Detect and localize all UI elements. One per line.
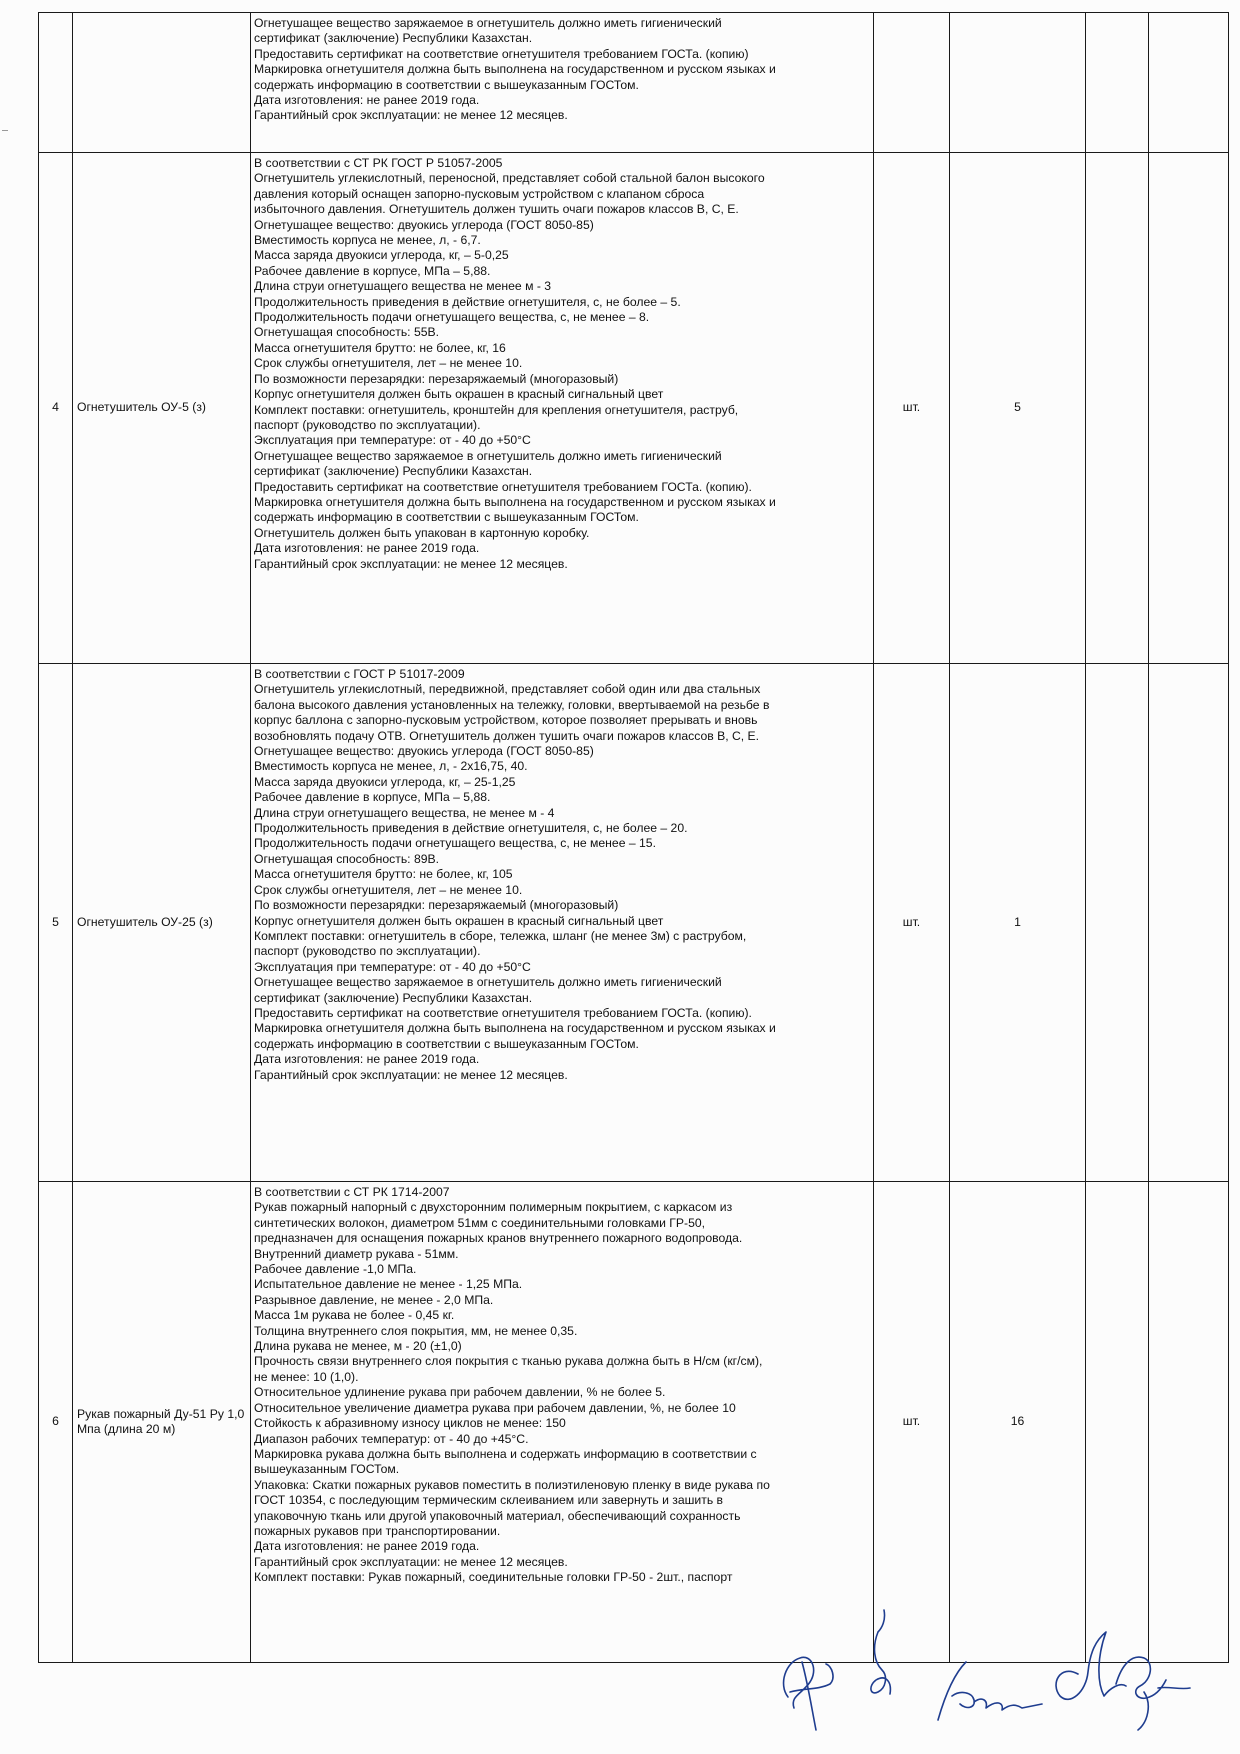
spec-line: Дата изготовления: не ранее 2019 года. [254,1539,480,1554]
spec-line: Длина струи огнетушащего вещества не менее м - 3 [254,279,552,294]
spec-line: ГОСТ 10354, с последующим термическим склеиванием или завернуть и зашить в [254,1493,724,1508]
spec-line: Гарантийный срок эксплуатации: не менее 12 месяцев. [254,1554,568,1569]
spec-line: Огнетушащее вещество заряжаемое в огнетушитель должно иметь гигиенический [254,975,722,990]
spec-line: балона высокого давления установленных на тележку, головки, ввертываемой на резьбе в [254,697,770,712]
signature-1 [784,1657,833,1730]
item-name [73,13,251,153]
spec-line: В соответствии с СТ РК 1714-2007 [254,1185,450,1199]
spec-line: не менее: 10 (1,0). [254,1369,359,1384]
spec-line: Дата изготовления: не ранее 2019 года. [254,93,480,108]
spec-line: Огнетушитель должен быть упакован в картонную коробку. [254,525,590,540]
spec-line: Упаковка: Скатки пожарных рукавов поместить в полиэтиленовую пленку в виде рукава по [254,1477,770,1492]
table-row-item-5 [39,664,1229,1182]
row-number: 5 [39,664,73,1182]
empty-cell [1149,664,1229,1182]
item-name: Огнетушитель ОУ-25 (з) [73,664,251,1182]
spec-line: Масса 1м рукава не более - 0,45 кг. [254,1308,455,1323]
table-row-item-6 [39,1182,1229,1663]
empty-cell [1086,664,1149,1182]
spec-line: возобновлять подачу ОТВ. Огнетушитель должен тушить очаги пожаров классов В, С, Е. [254,728,760,743]
item-specification [251,1182,874,1663]
signature-4 [1056,1632,1190,1730]
spec-line: Огнетушитель углекислотный, переносной, представляет собой стальной балон высокого [254,171,765,186]
spec-line: Огнетушащее вещество: двуокись углерода (ГОСТ 8050-85) [254,217,594,232]
spec-line: Длина струи огнетушащего вещества, не менее м - 4 [254,805,555,820]
spec-line: Срок службы огнетушителя, лет – не менее 10. [254,882,523,897]
spec-line: Маркировка огнетушителя должна быть выполнена на государственном и русском языках и [254,494,776,509]
item-specification [251,153,874,664]
spec-line: вышеуказанным ГОСТом. [254,1462,400,1477]
signature-2 [871,1610,890,1694]
spec-line: Эксплуатация при температуре: от - 40 до +50°С [254,433,531,448]
spec-line: сертификат (заключение) Республики Казахстан. [254,464,533,479]
spec-line: Дата изготовления: не ранее 2019 года. [254,541,480,556]
spec-line: Комплект поставки: Рукав пожарный, соединительные головки ГР-50 - 2шт., паспорт [254,1570,733,1585]
spec-line: Диапазон рабочих температур: от - 40 до +45°С. [254,1431,529,1446]
table-row-item-4 [39,153,1229,664]
specification-table [38,12,1229,1663]
signature-3 [938,1662,1042,1720]
spec-line: Огнетушащее вещество заряжаемое в огнетушитель должно иметь гигиенический [254,16,722,30]
spec-line: По возможности перезарядки: перезаряжаемый (многоразовый) [254,371,619,386]
spec-line: Длина рукава не менее, м - 20 (±1,0) [254,1339,462,1354]
spec-line: Гарантийный срок эксплуатации: не менее 12 месяцев. [254,556,568,571]
spec-line: упаковочную ткань или другой упаковочный материал, обеспечивающий сохранность [254,1508,741,1523]
spec-line: содержать информацию в соответствии с вышеуказанным ГОСТом. [254,510,639,525]
row-number: 6 [39,1182,73,1663]
spec-line: сертификат (заключение) Республики Казахстан. [254,990,533,1005]
item-quantity: 5 [950,153,1086,664]
spec-line: паспорт (руководство по эксплуатации). [254,944,481,959]
specification-table-body [39,13,1229,1663]
spec-line: сертификат (заключение) Республики Казахстан. [254,31,533,46]
spec-line: Внутренний диаметр рукава - 51мм. [254,1246,459,1261]
item-unit: шт. [874,153,950,664]
spec-line: Гарантийный срок эксплуатации: не менее 12 месяцев. [254,108,568,123]
spec-line: Продолжительность подачи огнетушащего вещества, с, не менее – 15. [254,836,656,851]
item-specification [251,13,874,153]
spec-line: Вместимость корпуса не менее, л, - 6,7. [254,233,481,248]
item-quantity: 16 [950,1182,1086,1663]
spec-line: Дата изготовления: не ранее 2019 года. [254,1052,480,1067]
spec-line: синтетических волокон, диаметром 51мм с соединительными головками ГР-50, [254,1215,706,1230]
item-unit [874,13,950,153]
spec-line: содержать информацию в соответствии с вышеуказанным ГОСТом. [254,77,639,92]
empty-cell [1086,1182,1149,1663]
spec-line: Корпус огнетушителя должен быть окрашен в красный сигнальный цвет [254,913,664,928]
signatures-block [760,1592,1210,1742]
spec-line: Маркировка огнетушителя должна быть выполнена на государственном и русском языках и [254,62,776,77]
item-specification [251,664,874,1182]
spec-line: Огнетушащая способность: 55В. [254,325,440,340]
spec-line: Толщина внутреннего слоя покрытия, мм, не менее 0,35. [254,1323,578,1338]
spec-line: Срок службы огнетушителя, лет – не менее 10. [254,356,523,371]
spec-line: Масса заряда двуокиси углерода, кг, – 25-1,25 [254,774,516,789]
spec-line: Огнетушащее вещество: двуокись углерода (ГОСТ 8050-85) [254,744,594,759]
spec-line: В соответствии с ГОСТ Р 51017-2009 [254,667,465,681]
spec-line: Рабочее давление -1,0 МПа. [254,1262,417,1277]
spec-line: Продолжительность приведения в действие огнетушителя, с, не более – 20. [254,821,688,836]
spec-line: Масса огнетушителя брутто: не более, кг, 16 [254,340,506,355]
spec-line: Относительное удлинение рукава при рабочем давлении, % не более 5. [254,1385,666,1400]
item-quantity [950,13,1086,153]
spec-line: корпус баллона с запорно-пусковым устройством, которое позволяет прерывать и вновь [254,713,758,728]
spec-line: Огнетушащее вещество заряжаемое в огнетушитель должно иметь гигиенический [254,448,722,463]
spec-line: По возможности перезарядки: перезаряжаемый (многоразовый) [254,898,619,913]
spec-line: Предоставить сертификат на соответствие огнетушителя требованием ГОСТа. (копию). [254,1005,752,1020]
item-name: Огнетушитель ОУ-5 (з) [73,153,251,664]
spec-line: Огнетушащая способность: 89В. [254,851,440,866]
spec-line: Продолжительность подачи огнетушащего вещества, с, не менее – 8. [254,310,650,325]
spec-line: Рабочее давление в корпусе, МПа – 5,88. [254,263,491,278]
spec-line: Вместимость корпуса не менее, л, - 2х16,75, 40. [254,759,528,774]
item-name: Рукав пожарный Ду-51 Ру 1,0 Мпа (длина 20 м) [73,1182,251,1663]
empty-cell [1086,153,1149,664]
spec-line: Стойкость к абразивному износу циклов не менее: 150 [254,1416,566,1431]
spec-line: Масса заряда двуокиси углерода, кг, – 5-0,25 [254,248,509,263]
spec-line: Испытательное давление не менее - 1,25 МПа. [254,1277,523,1292]
row-number: 4 [39,153,73,664]
spec-line: Огнетушитель углекислотный, передвижной, представляет собой один или два стальных [254,682,761,697]
spec-line: Прочность связи внутреннего слоя покрытия с тканью рукава должна быть в Н/см (кг/см), [254,1354,763,1369]
spec-line: Корпус огнетушителя должен быть окрашен в красный сигнальный цвет [254,387,664,402]
table-row-continuation [39,13,1229,153]
empty-cell [1086,13,1149,153]
spec-line: Комплект поставки: огнетушитель в сборе, тележка, шланг (не менее 3м) с раструбом, [254,928,747,943]
spec-line: В соответствии с СТ РК ГОСТ Р 51057-2005 [254,156,503,170]
spec-line: Продолжительность приведения в действие огнетушителя, с, не более – 5. [254,294,681,309]
spec-line: Рукав пожарный напорный с двухсторонним полимерным покрытием, с каркасом из [254,1200,733,1215]
spec-line: Масса огнетушителя брутто: не более, кг, 105 [254,867,513,882]
spec-line: предназначен для оснащения пожарных кранов внутреннего пожарного водопровода. [254,1231,743,1246]
item-unit: шт. [874,1182,950,1663]
spec-line: пожарных рукавов при транспортировании. [254,1523,501,1538]
spec-line: Маркировка рукава должна быть выполнена и содержать информацию в соответствии с [254,1446,757,1461]
row-number [39,13,73,153]
spec-line: Эксплуатация при температуре: от - 40 до +50°С [254,959,531,974]
spec-line: Предоставить сертификат на соответствие огнетушителя требованием ГОСТа. (копию) [254,46,749,61]
item-quantity: 1 [950,664,1086,1182]
spec-line: Рабочее давление в корпусе, МПа – 5,88. [254,790,491,805]
spec-line: паспорт (руководство по эксплуатации). [254,417,481,432]
empty-cell [1149,13,1229,153]
spec-line: Предоставить сертификат на соответствие огнетушителя требованием ГОСТа. (копию). [254,479,752,494]
margin-mark [2,130,8,131]
empty-cell [1149,153,1229,664]
spec-line: Разрывное давление, не менее - 2,0 МПа. [254,1292,494,1307]
item-unit: шт. [874,664,950,1182]
spec-line: Маркировка огнетушителя должна быть выполнена на государственном и русском языках и [254,1021,776,1036]
spec-line: избыточного давления. Огнетушитель должен тушить очаги пожаров классов В, С, Е. [254,202,739,217]
spec-line: Относительное увеличение диаметра рукава при рабочем давлении, %, не более 10 [254,1400,736,1415]
spec-line: Гарантийный срок эксплуатации: не менее 12 месяцев. [254,1067,568,1082]
spec-line: давления который оснащен запорно-пусковым устройством с клапаном сброса [254,186,705,201]
empty-cell [1149,1182,1229,1663]
spec-line: содержать информацию в соответствии с вышеуказанным ГОСТом. [254,1036,639,1051]
spec-line: Комплект поставки: огнетушитель, кронштейн для крепления огнетушителя, раструб, [254,402,739,417]
